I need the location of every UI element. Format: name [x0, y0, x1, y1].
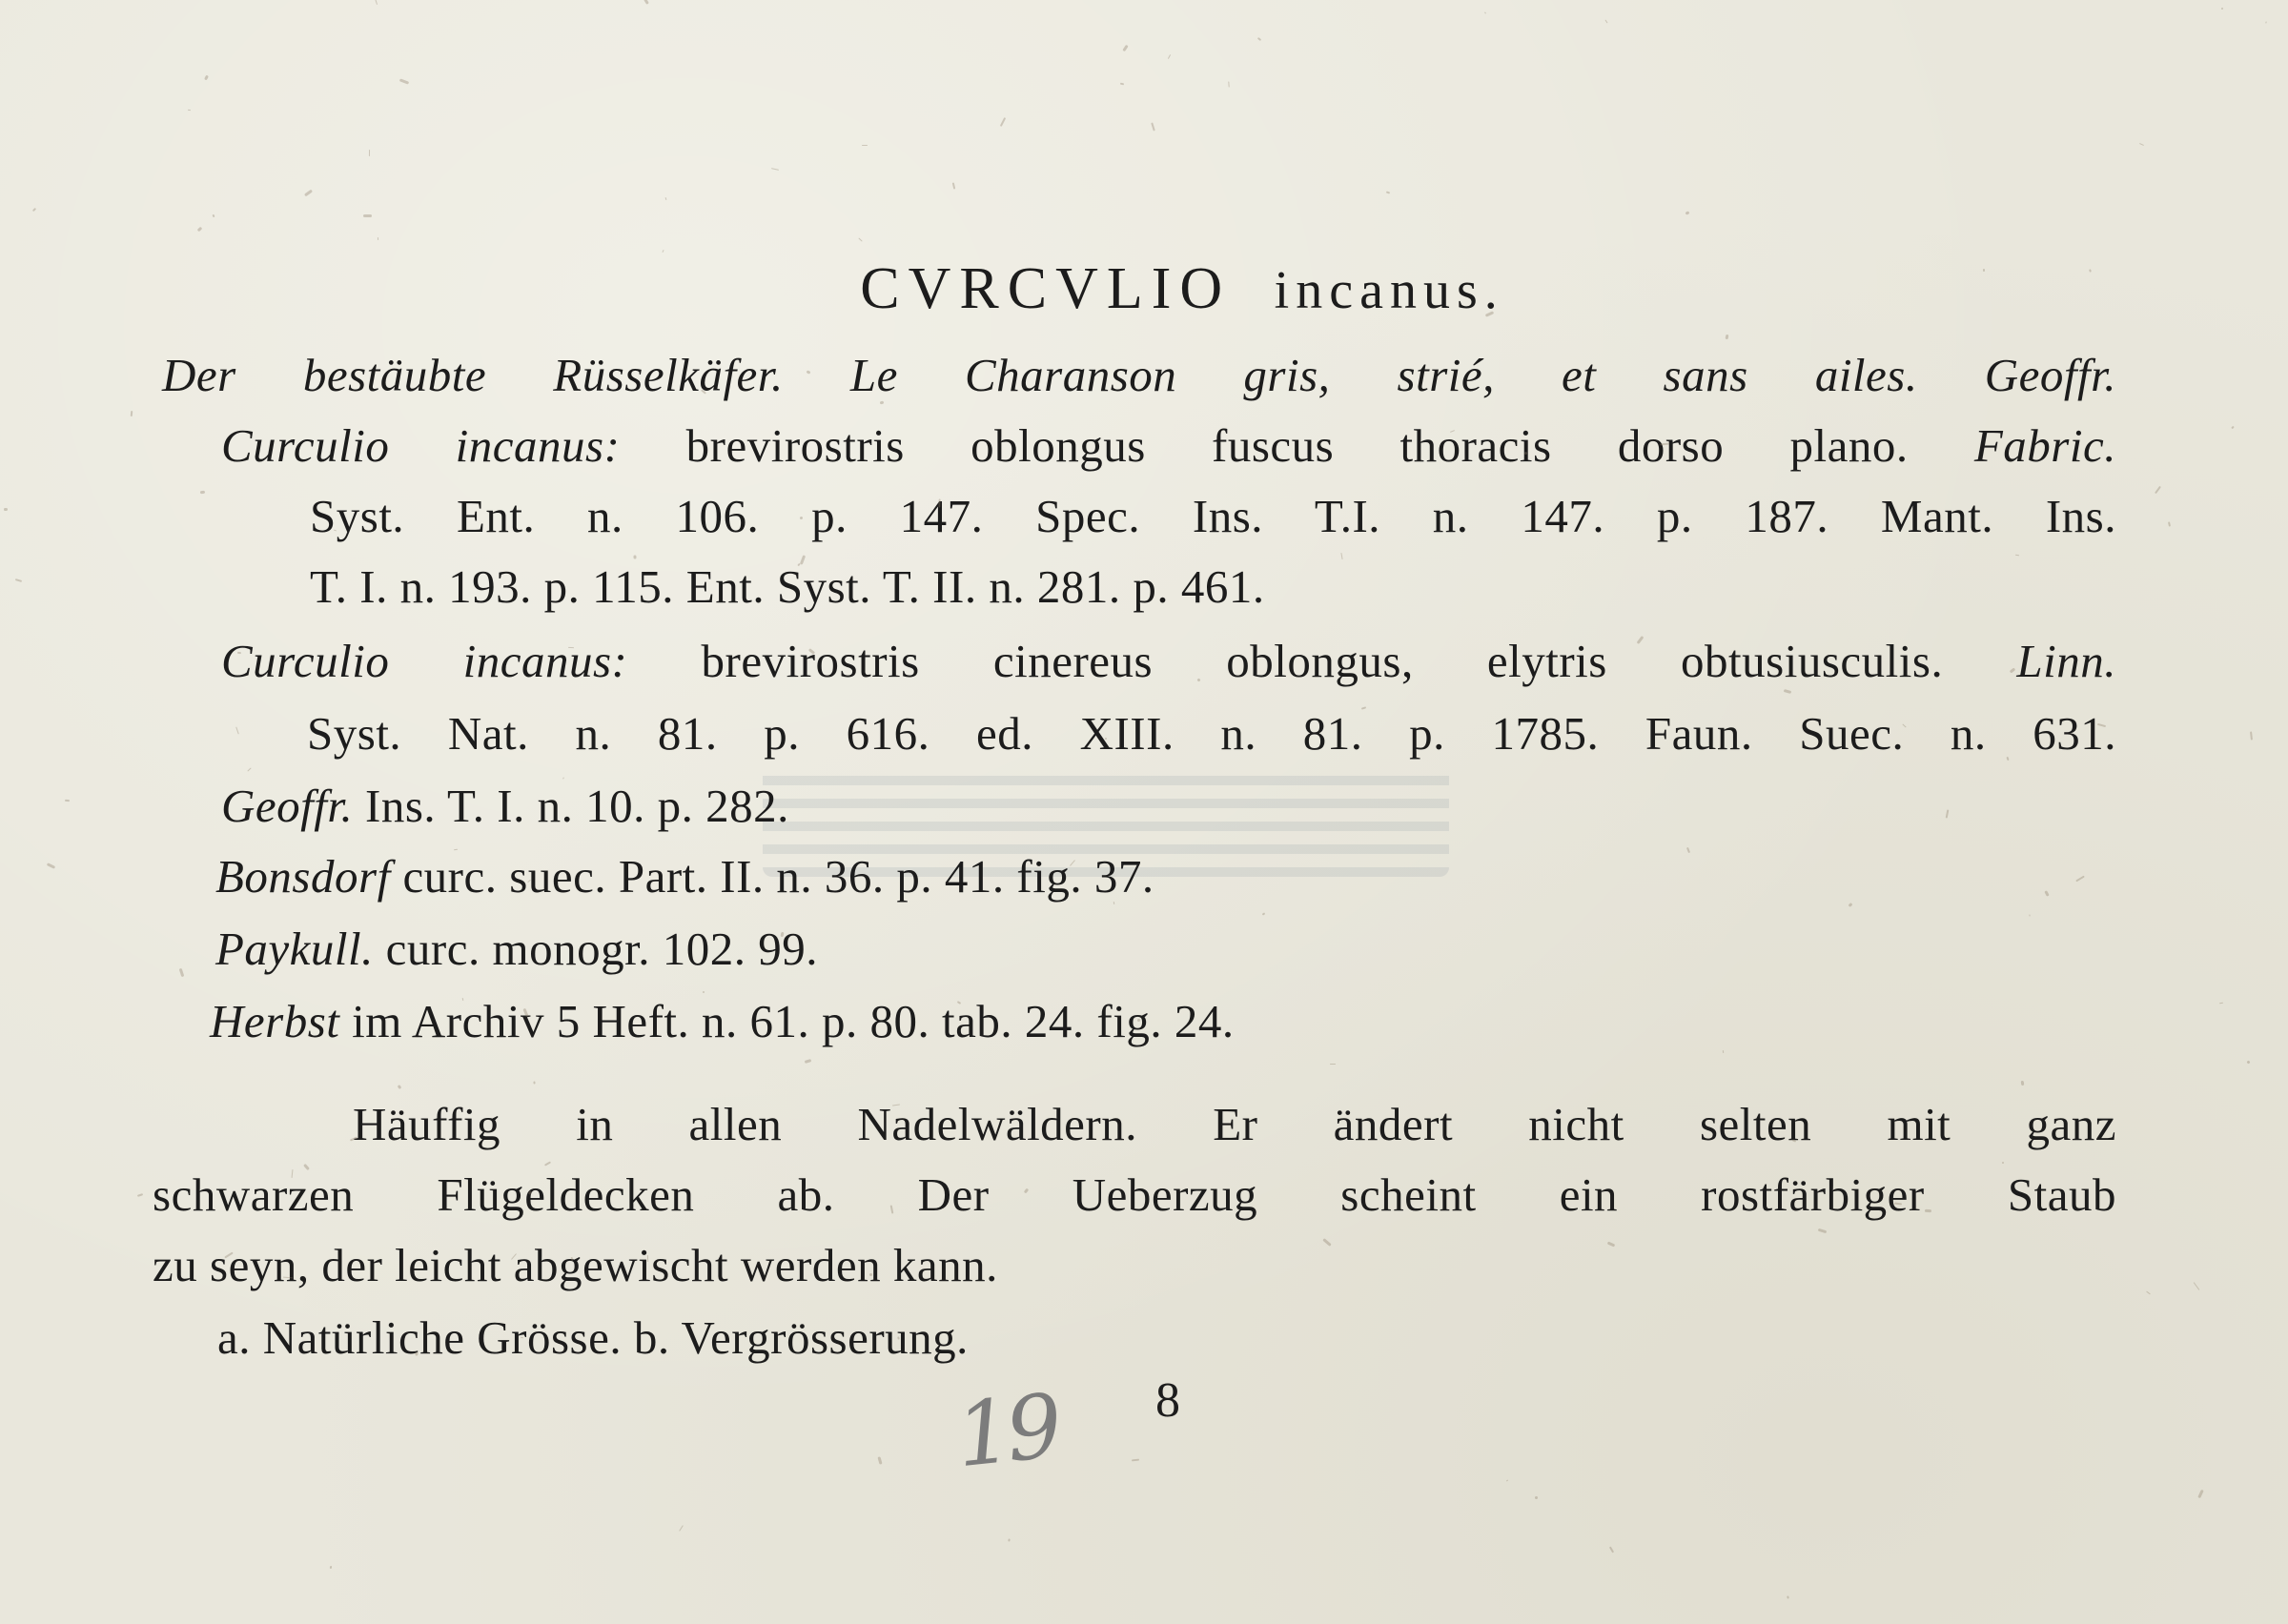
text-segment: Herbst [210, 995, 340, 1047]
paper-speck [1151, 122, 1155, 131]
paper-speck [862, 145, 868, 146]
title-genus: CVRCVLIO [860, 256, 1232, 321]
paper-speck [1849, 903, 1853, 907]
text-segment: Curculio incanus: [221, 419, 686, 472]
paper-speck [47, 863, 55, 869]
title-species: incanus. [1274, 261, 1504, 320]
paper-speck [4, 508, 8, 511]
paper-speck [2219, 1003, 2223, 1005]
paper-speck [2194, 1282, 2200, 1290]
paper-speck [679, 1525, 684, 1531]
text-segment: zu seyn, der leicht abgewischt werden kann. [153, 1239, 998, 1291]
paper-speck [1723, 1050, 1724, 1053]
text-segment: Linn. [2016, 635, 2116, 687]
paper-speck [179, 968, 185, 977]
text-line [307, 705, 2116, 762]
paper-speck [2250, 731, 2253, 740]
paper-speck [2075, 876, 2085, 883]
paper-speck [204, 75, 209, 81]
text-line [221, 778, 789, 835]
paper-speck [1787, 1595, 1789, 1598]
text-line [162, 347, 2116, 404]
text-line [217, 1309, 969, 1367]
paper-speck [1605, 20, 1608, 24]
paper-speck [647, 1255, 648, 1262]
text-line [210, 993, 1235, 1050]
paper-speck [2265, 21, 2266, 23]
paper-speck [2015, 555, 2019, 557]
paper-speck [1946, 809, 1950, 818]
text-line [353, 1096, 2116, 1153]
paper-speck [131, 411, 133, 416]
paper-speck [200, 491, 205, 495]
text-line [310, 488, 2116, 545]
text-segment: Syst. Nat. n. 81. p. 616. ed. XIII. n. 81. p. 1785. Faun. Suec. n. 631. [307, 707, 2116, 760]
paper-speck [1484, 11, 1486, 13]
paper-speck [212, 214, 214, 218]
text-segment: Häuffig in allen Nadelwäldern. Er ändert nicht selten mit ganz [353, 1098, 2116, 1150]
page-title [0, 255, 2288, 323]
paper-speck [1132, 1459, 1139, 1462]
text-segment: Fabric. [1973, 419, 2116, 472]
paper-speck [1340, 553, 1342, 559]
paper-speck [2155, 486, 2161, 494]
text-segment: curc. suec. Part. II. n. 36. p. 41. fig. 37. [390, 850, 1154, 903]
paper-speck [2246, 1060, 2250, 1064]
paper-speck [197, 227, 203, 233]
paper-speck [644, 0, 649, 5]
paper-speck [662, 250, 664, 253]
paper-speck [2231, 426, 2235, 429]
paper-speck [1607, 1242, 1616, 1248]
paper-speck [1506, 1479, 1508, 1481]
text-line [153, 1237, 998, 1294]
paper-speck [2029, 914, 2030, 916]
text-segment: T. I. n. 193. p. 115. Ent. Syst. T. II. n. 281. p. 461. [310, 560, 1265, 613]
text-line [215, 848, 1154, 905]
paper-speck [1257, 37, 1261, 41]
paper-speck [237, 652, 241, 654]
paper-speck [247, 767, 251, 771]
paper-speck [877, 1456, 882, 1465]
paper-speck [330, 1566, 333, 1569]
paper-speck [1386, 191, 1390, 193]
paper-speck [1925, 1209, 1931, 1212]
paper-speck [2021, 1081, 2025, 1086]
page-number: 8 [1155, 1373, 1180, 1428]
text-line [221, 417, 2116, 475]
paper-speck [805, 1059, 812, 1064]
text-line [310, 558, 1265, 616]
paper-speck [188, 110, 191, 111]
text-segment: brevirostris oblongus fuscus thoracis dorso plano. [685, 419, 1974, 472]
paper-speck [2089, 269, 2092, 272]
paper-speck [2002, 1162, 2004, 1164]
paper-speck [15, 579, 22, 582]
paper-speck [1535, 1496, 1538, 1499]
paper-speck [1330, 1064, 1336, 1065]
paper-speck [1818, 1228, 1827, 1234]
paper-speck [399, 78, 409, 84]
paper-speck [137, 1193, 143, 1197]
text-line [221, 633, 2116, 690]
paper-speck [2146, 1291, 2151, 1295]
text-segment: brevirostris cinereus oblongus, elytris obtusiusculis. [701, 635, 2017, 687]
paper-speck [1122, 45, 1128, 51]
text-line [153, 1167, 2116, 1224]
paper-speck [897, 1336, 900, 1339]
paper-speck [235, 727, 239, 735]
text-segment: Bonsdorf [215, 850, 391, 903]
paper-speck [533, 1081, 535, 1084]
paper-speck [858, 237, 862, 241]
paper-speck [363, 214, 372, 217]
paper-speck [633, 555, 636, 558]
paper-speck [2168, 521, 2171, 526]
paper-speck [2197, 1490, 2204, 1498]
paper-speck [2044, 890, 2049, 897]
text-segment: Curculio incanus: [221, 635, 702, 687]
text-segment: curc. monogr. 102. 99. [373, 923, 818, 975]
paper-speck [1228, 81, 1229, 87]
text-segment: Paykull. [215, 923, 374, 975]
paper-speck [544, 1161, 551, 1166]
paper-speck [938, 498, 940, 507]
text-segment: Ins. T. I. n. 10. p. 282. [353, 780, 789, 832]
paper-speck [2221, 8, 2223, 10]
paper-speck [369, 150, 370, 156]
paper-speck [32, 208, 36, 212]
paper-speck [1168, 54, 1171, 59]
paper-speck [1120, 83, 1124, 86]
paper-speck [1000, 117, 1006, 127]
paper-speck [665, 197, 667, 200]
paper-speck [375, 0, 378, 5]
paper-speck [1262, 912, 1266, 915]
paper-speck [65, 800, 70, 802]
paper-speck [2139, 143, 2144, 146]
paper-speck [1609, 1546, 1614, 1553]
text-segment: Le Charanson gris, strié, et sans ailes. Geoffr. [783, 349, 2116, 401]
text-segment: a. Natürliche Grösse. b. Vergrösserung. [217, 1311, 969, 1364]
paper-speck [398, 1085, 402, 1089]
text-segment: schwarzen Flügeldecken ab. Der Ueberzug scheint ein rostfärbiger Staub [153, 1168, 2116, 1221]
paper-speck [304, 190, 313, 197]
paper-speck [1008, 1538, 1010, 1541]
text-line [215, 921, 818, 978]
text-segment: Syst. Ent. n. 106. p. 147. Spec. Ins. T.I. n. 147. p. 187. Mant. Ins. [310, 490, 2116, 542]
paper-speck [1784, 689, 1792, 694]
paper-speck [1726, 335, 1729, 339]
paper-speck [1983, 269, 1985, 272]
paper-speck [952, 182, 956, 189]
text-segment: Geoffr. [221, 780, 354, 832]
paper-speck [771, 168, 779, 171]
text-segment: Der bestäubte Rüsselkäfer. [162, 349, 784, 401]
text-segment: im Archiv 5 Heft. n. 61. p. 80. tab. 24. fig. 24. [339, 995, 1235, 1047]
paper-speck [1322, 1238, 1332, 1247]
paper-speck [1685, 211, 1690, 214]
paper-speck [1686, 847, 1690, 853]
handwritten-note: 19 [950, 1374, 1062, 1488]
